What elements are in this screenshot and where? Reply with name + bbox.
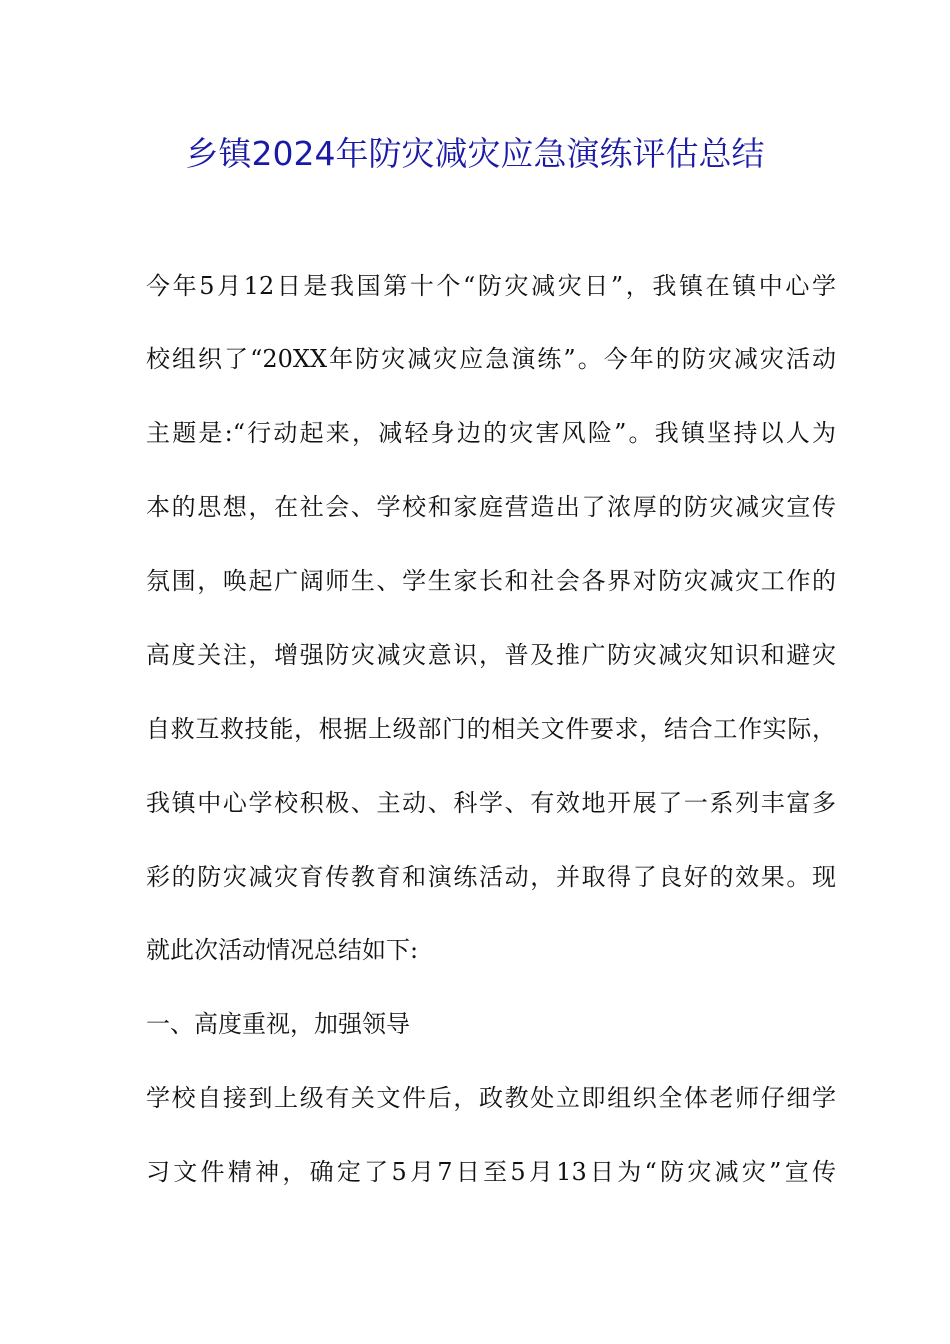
paragraph-line-5: 氛围，唤起广阔师生、学生家长和社会各界对防灾减灾工作的 [146, 567, 836, 595]
paragraph-line-11: 学校自接到上级有关文件后，政教处立即组织全体老师仔细学 [146, 1084, 836, 1112]
paragraph-line-10: 就此次活动情况总结如下: [146, 936, 419, 964]
paragraph-line-9: 彩的防灾减灾育传教育和演练活动，并取得了良好的效果。现 [146, 863, 836, 891]
paragraph-line-4: 本的思想，在社会、学校和家庭营造出了浓厚的防灾减灾宣传 [146, 493, 836, 521]
paragraph-line-2: 校组织了“20XX年防灾减灾应急演练”。今年的防灾减灾活动 [146, 345, 836, 373]
paragraph-line-8: 我镇中心学校积极、主动、科学、有效地开展了一系列丰富多 [146, 789, 836, 817]
document-title: 乡镇2024年防灾减灾应急演练评估总结 [185, 134, 765, 173]
paragraph-line-6: 高度关注，增强防灾减灾意识，普及推广防灾减灾知识和避灾 [146, 641, 836, 669]
paragraph-line-1: 今年5月12日是我国第十个“防灾减灾日”，我镇在镇中心学 [146, 272, 836, 300]
paragraph-line-3: 主题是:“行动起来，减轻身边的灾害风险”。我镇坚持以人为 [146, 419, 836, 447]
paragraph-line-7: 自救互救技能，根据上级部门的相关文件要求，结合工作实际， [146, 715, 836, 743]
paragraph-line-12: 习文件精神，确定了5月7日至5月13日为“防灾减灾”宣传 [146, 1158, 836, 1186]
section-heading-1: 一、高度重视，加强领导 [146, 1010, 410, 1038]
